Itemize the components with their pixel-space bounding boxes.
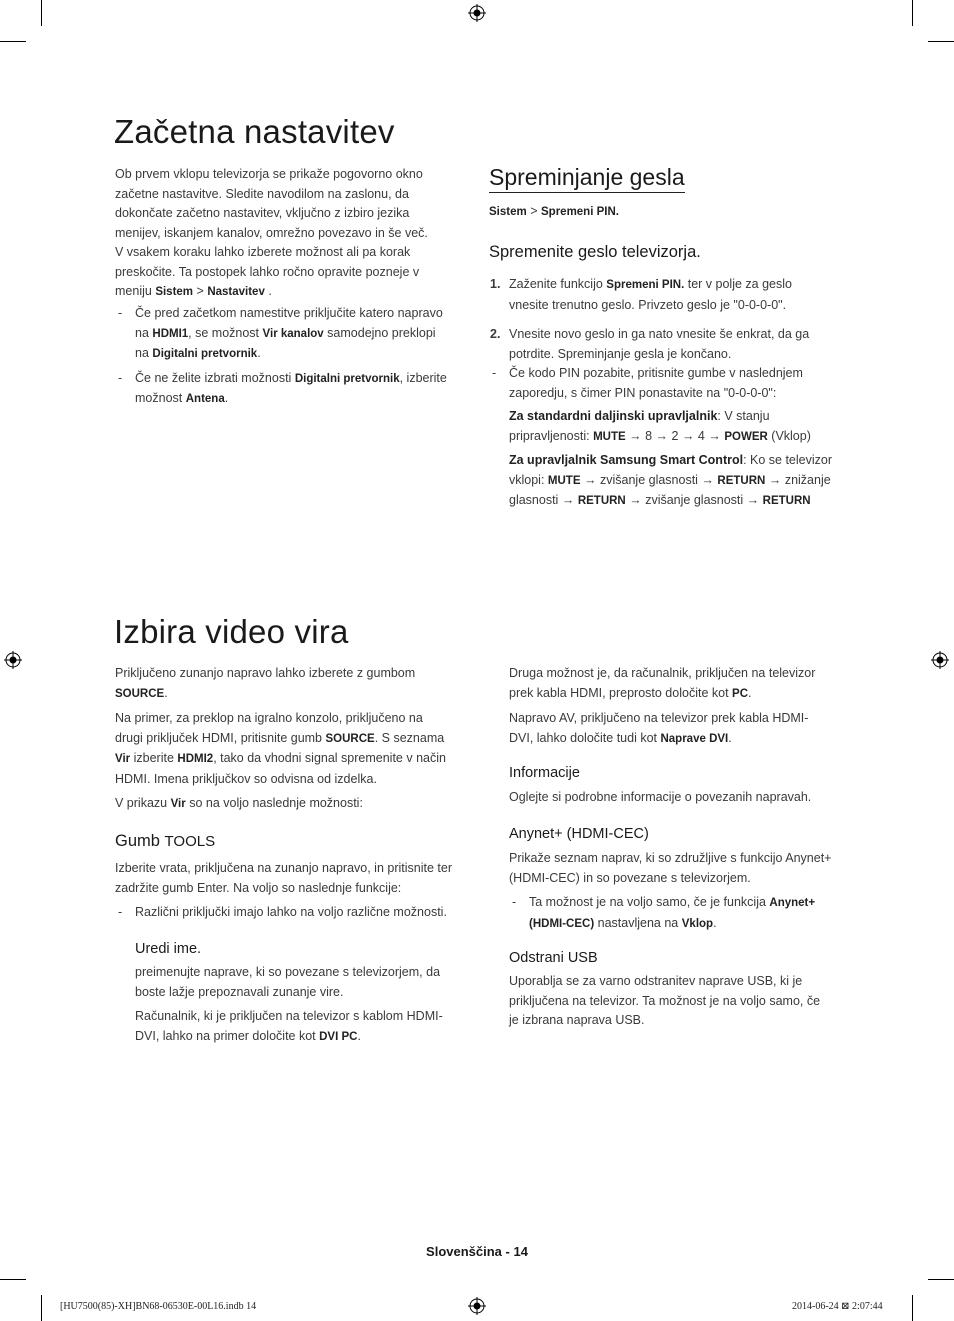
page-title: Izbira video vira	[114, 613, 349, 650]
label: Za standardni daljinski upravljalnik	[509, 409, 718, 423]
menu-keyword: RETURN	[762, 495, 811, 507]
text: izberite	[133, 751, 174, 765]
text: , tako da vhodni signal spremenite v način	[213, 751, 446, 765]
menu-keyword: HDMI1	[152, 327, 189, 340]
text: .	[268, 284, 272, 298]
text: >	[196, 284, 204, 298]
registration-mark-icon	[4, 651, 22, 669]
print-date-info: 2014-06-24 ⊠ 2:07:44	[792, 1301, 883, 1312]
text-line: Priključeno zunanjo napravo lahko izberete z gumbom	[115, 666, 416, 680]
text: glasnosti	[509, 493, 559, 507]
menu-keyword: Vir	[115, 753, 131, 765]
text-line	[135, 389, 475, 410]
text-line: Druga možnost je, da računalnik, priključen na televizor	[509, 666, 816, 680]
crop-mark	[0, 41, 26, 42]
crop-mark	[912, 0, 913, 26]
text: prek kabla HDMI, preprosto določite kot	[509, 685, 729, 700]
dash: -	[118, 370, 123, 385]
menu-keyword: Sistem	[489, 206, 527, 218]
text-line: Ob prvem vklopu televizorja se prikaže pogovorno okno	[115, 167, 423, 181]
text: : Ko se televizor	[743, 453, 833, 467]
menu-keyword: (HDMI-CEC)	[529, 917, 595, 930]
menu-keyword: Spremeni PIN.	[606, 279, 685, 291]
text: : V stanju	[717, 409, 770, 423]
menu-keyword: Vir kanalov	[262, 327, 324, 340]
text-line	[529, 914, 849, 935]
text-line	[509, 471, 849, 492]
text-line: potrdite. Spreminjanje gesla je končano.	[509, 346, 732, 361]
tools-paragraph	[115, 859, 475, 898]
text-line: začetne nastavitve. Sledite navodilom na zaslonu, da	[115, 186, 409, 201]
dash: -	[512, 895, 517, 909]
text: pripravljenosti:	[509, 428, 590, 443]
text: . S seznama	[374, 730, 445, 745]
text-line	[135, 369, 475, 390]
text-line: boste lažje prepoznavali zunanje vire.	[135, 984, 344, 999]
item-description	[509, 849, 849, 888]
instruction-block	[509, 407, 849, 447]
text-line	[509, 407, 849, 427]
text-line: menijev, iskanjem kanalov, omrežno povezavo in še več.	[115, 225, 428, 240]
page-number: Slovenščina - 14	[426, 1244, 528, 1259]
menu-keyword: Sistem	[155, 286, 194, 298]
list-item	[118, 304, 475, 365]
text-line: Prikaže seznam naprav, ki so združljive s funkcijo Anynet+	[509, 851, 832, 865]
text-line	[115, 749, 475, 770]
text: znižanje	[784, 472, 831, 487]
text-line	[509, 451, 849, 471]
text: meniju	[115, 284, 152, 298]
text-line: Na primer, za preklop na igralno konzolo, priključeno na	[115, 711, 423, 725]
steps-list	[490, 275, 849, 512]
text-line: Če kodo PIN pozabite, pritisnite gumbe v naslednjem	[509, 366, 803, 380]
menu-keyword: Naprave DVI	[660, 732, 729, 745]
menu-keyword: Digitalni pretvornik	[152, 348, 258, 360]
menu-keyword: Vir	[170, 798, 186, 810]
menu-keyword: SOURCE	[115, 687, 165, 700]
item-title: Anynet+ (HDMI-CEC)	[509, 826, 649, 842]
text-line	[135, 344, 475, 365]
text-line: priključena na televizor. Ta možnost je na voljo samo, če	[509, 993, 821, 1008]
text: Zaženite funkcijo	[509, 277, 603, 291]
text: .	[257, 346, 261, 360]
text: drugi priključek HDMI, pritisnite gumb	[115, 730, 323, 745]
text-line	[509, 729, 849, 750]
menu-keyword: Digitalni pretvornik	[294, 372, 400, 385]
text-line: preimenujte naprave, ki so povezane s televizorjem, da	[135, 965, 441, 979]
text: →	[629, 493, 642, 507]
text-line	[529, 893, 849, 914]
text: samodejno preklopi	[327, 325, 436, 340]
menu-path	[489, 202, 619, 223]
menu-keyword: SOURCE	[325, 732, 375, 745]
text-line	[509, 275, 849, 296]
text-line: Različni priključki imajo lahko na voljo različne možnosti.	[135, 905, 447, 919]
dash: -	[118, 905, 123, 919]
text: .	[357, 1028, 361, 1043]
dash: -	[118, 306, 123, 320]
item-description	[509, 972, 849, 1031]
text-line: (HDMI-CEC) in so povezane s televizorjem.	[509, 870, 751, 885]
text: V prikazu	[115, 796, 168, 810]
text: , izberite	[399, 370, 447, 385]
crop-mark	[0, 1279, 26, 1280]
step-number: 2.	[490, 327, 501, 341]
text: nastavljena na	[597, 915, 679, 930]
text-line: zaporedju, s čimer PIN ponastavite na "0-0-0-0":	[509, 385, 777, 400]
registration-mark-icon	[468, 1297, 486, 1315]
text-line: V vsakem koraku lahko izberete možnost ali pa korak	[115, 245, 411, 259]
menu-keyword: Spremeni PIN.	[541, 206, 619, 218]
text: Gumb	[115, 832, 160, 850]
crop-mark	[912, 1295, 913, 1321]
text: →	[768, 472, 782, 487]
right-column	[509, 664, 849, 749]
subsection-title: Spremenite geslo televizorja.	[489, 243, 701, 261]
menu-keyword: MUTE	[547, 474, 581, 487]
menu-keyword: HDMI2	[177, 753, 214, 765]
text-line: je izbrana naprava USB.	[509, 1013, 645, 1027]
item-description	[135, 963, 475, 1047]
menu-keyword: Anynet+	[769, 897, 816, 909]
text: DVI, lahko na primer določite kot	[135, 1028, 316, 1043]
text-line: HDMI. Imena priključkov so odvisna od izdelka.	[115, 771, 377, 786]
text-line	[135, 1027, 475, 1048]
crop-mark	[41, 1295, 42, 1321]
list-item	[490, 275, 849, 315]
left-column	[115, 664, 475, 815]
step-number: 1.	[490, 277, 501, 291]
menu-keyword: PC	[732, 687, 749, 700]
text-line: Vnesite novo geslo in ga nato vnesite še enkrat, da ga	[509, 327, 810, 341]
menu-keyword: POWER	[724, 430, 768, 443]
item-title: Uredi ime.	[135, 941, 202, 957]
list-item	[118, 369, 475, 410]
text: →	[746, 493, 760, 507]
text-line	[115, 729, 475, 750]
menu-keyword: RETURN	[577, 495, 626, 507]
label: Za upravljalnik Samsung Smart Control	[509, 453, 744, 467]
print-file-info: [HU7500(85)-XH]BN68-06530E-00L16.indb 14	[60, 1301, 257, 1312]
text: vklopi:	[509, 472, 545, 487]
menu-keyword: DVI PC	[319, 1030, 358, 1043]
item-title: Odstrani USB	[509, 950, 598, 966]
text: .	[164, 685, 168, 700]
text-line	[509, 427, 849, 448]
text-line	[509, 684, 849, 705]
text: na	[135, 346, 149, 360]
text: Ta možnost je na voljo samo, če je funkcija	[529, 895, 766, 909]
dash: -	[492, 366, 497, 380]
list-item	[492, 364, 849, 403]
menu-keyword: Antena	[185, 393, 225, 405]
crop-mark	[928, 41, 954, 42]
text-line	[115, 794, 475, 815]
text: možnost	[135, 391, 183, 405]
text: →	[561, 493, 575, 507]
text-line: vnesite trenutno geslo. Privzeto geslo je "0-0-0-0".	[509, 297, 787, 312]
text: .	[713, 915, 717, 930]
text-line	[509, 491, 849, 512]
bullet-list	[118, 304, 475, 410]
registration-mark-icon	[931, 651, 949, 669]
text: zvišanje glasnosti	[645, 493, 744, 507]
text-line	[115, 684, 475, 705]
text: → 8 → 2 → 4 →	[629, 428, 721, 443]
text: TOOLS	[164, 833, 216, 850]
registration-mark-icon	[468, 4, 486, 22]
text: .	[748, 685, 752, 700]
text-line: zadržite gumb Enter. Na voljo so naslednje funkcije:	[115, 880, 402, 895]
text-line: Če pred začetkom namestitve priključite katero napravo	[135, 306, 443, 320]
text: DVI, lahko določite tudi kot	[509, 730, 657, 745]
text-line: preskočite. Ta postopek lahko ročno opravite pozneje v	[115, 264, 420, 279]
text: zvišanje glasnosti	[599, 472, 698, 487]
text-line: Uporablja se za varno odstranitev naprave USB, ki je	[509, 974, 803, 988]
text-line: Napravo AV, priključeno na televizor prek kabla HDMI-	[509, 711, 809, 725]
text: ter v polje za geslo	[687, 277, 792, 291]
text: so na voljo naslednje možnosti:	[189, 796, 363, 810]
crop-mark	[41, 0, 42, 26]
menu-keyword: Nastavitev	[207, 286, 265, 298]
item-description: Oglejte si podrobne informacije o povezanih napravah.	[509, 790, 812, 804]
list-item	[512, 893, 849, 934]
menu-keyword: Vklop	[681, 917, 714, 930]
text: >	[530, 204, 538, 218]
text-line: Računalnik, ki je priključen na televizor s kablom HDMI-	[135, 1009, 443, 1023]
text: →	[701, 472, 714, 487]
text-line: dokončate začetno nastavitev, vključno z izbiro jezika	[115, 206, 410, 220]
text: na	[135, 325, 149, 340]
page-title: Začetna nastavitev	[114, 113, 395, 150]
text-line: Izberite vrata, priključena na zunanjo napravo, in pritisnite ter	[115, 861, 452, 875]
text: (Vklop)	[771, 428, 811, 443]
menu-keyword: RETURN	[717, 474, 766, 487]
list-item	[118, 903, 475, 923]
text: →	[584, 472, 597, 487]
list-item	[490, 325, 849, 364]
menu-keyword: MUTE	[593, 430, 626, 443]
text: Če ne želite izbrati možnosti	[135, 370, 292, 385]
text-line	[115, 282, 475, 303]
subsection-title	[115, 832, 215, 851]
text: .	[728, 730, 732, 745]
item-title: Informacije	[509, 765, 580, 781]
section-title: Spreminjanje gesla	[489, 164, 685, 193]
text: , se možnost	[188, 325, 260, 340]
crop-mark	[928, 1279, 954, 1280]
instruction-block	[509, 451, 849, 512]
intro-paragraph	[115, 165, 475, 303]
text: .	[224, 391, 229, 405]
text-line	[135, 324, 475, 345]
